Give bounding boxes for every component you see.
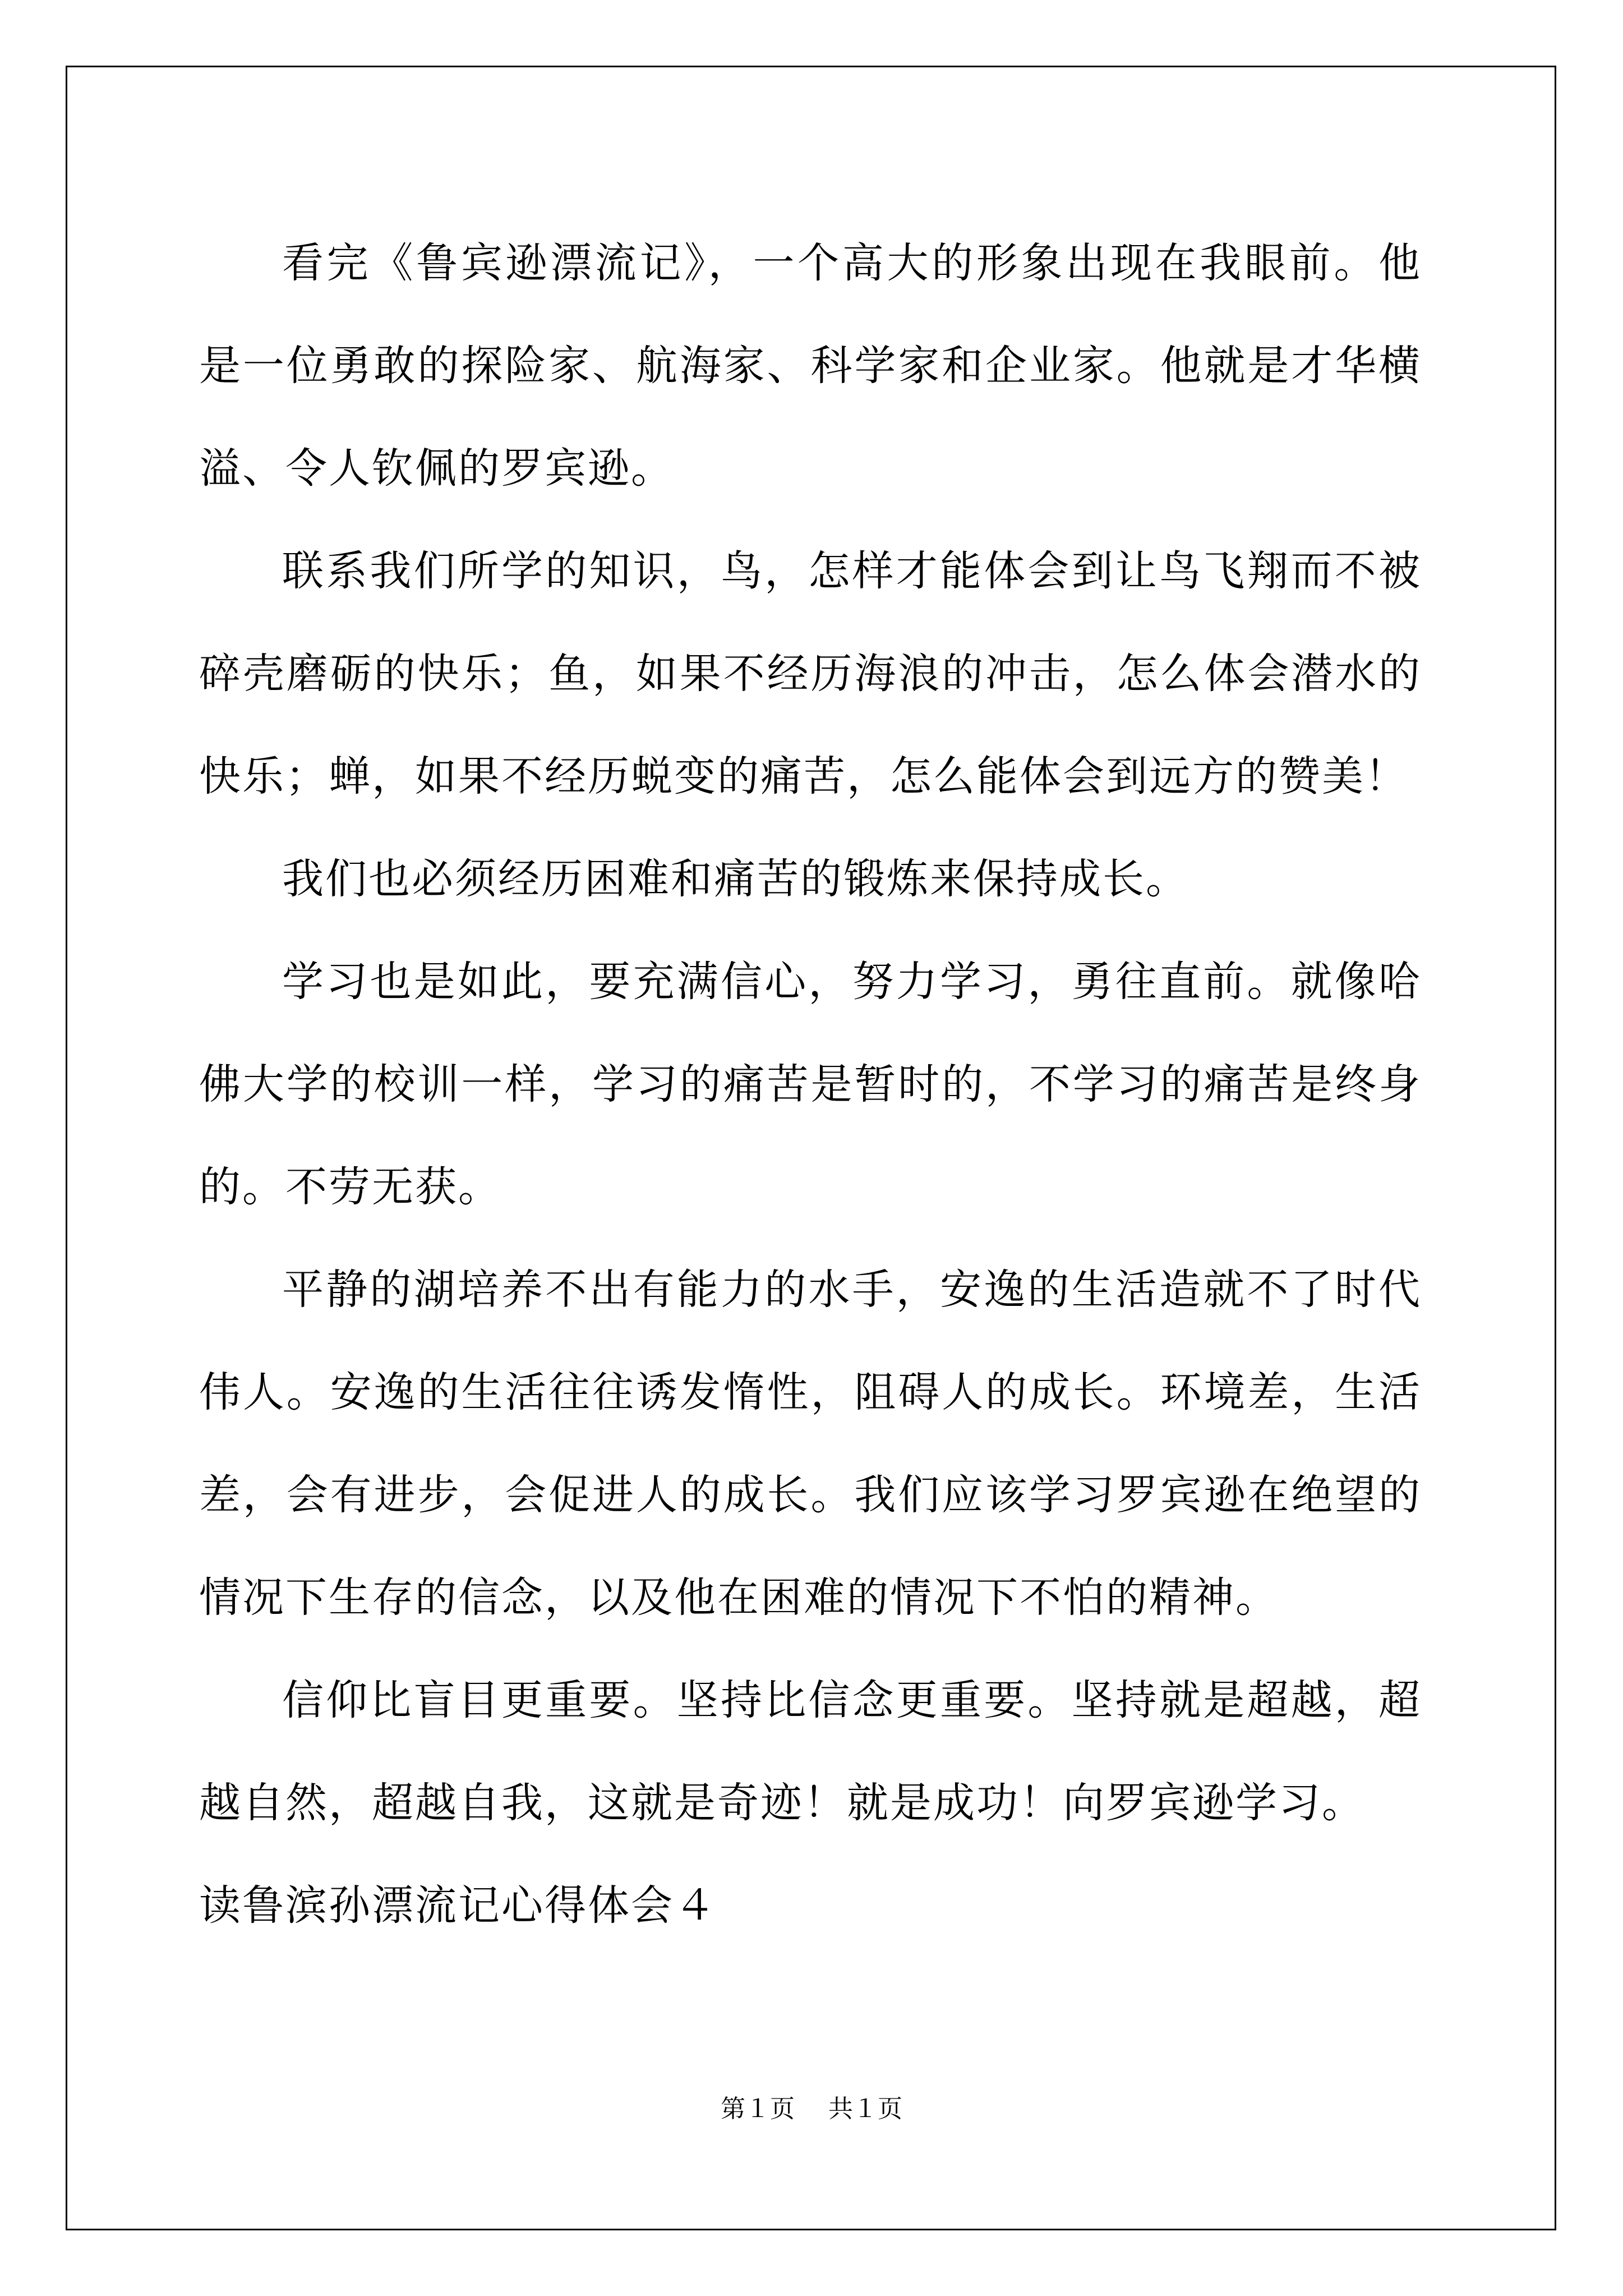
document-body xyxy=(199,212,1422,1957)
paragraph-1: 看完《鲁宾逊漂流记》，一个高大的形象出现在我眼前。他是一位勇敢的探险家、航海家、科学家和企业家。他就是才华横溢、令人钦佩的罗宾逊。 xyxy=(199,239,1422,493)
paragraph-4: 学习也是如此，要充满信心，努力学习，勇往直前。就像哈佛大学的校训一样，学习的痛苦是暂时的，不学习的痛苦是终身的。不劳无获。 xyxy=(199,958,1422,1211)
page-number: 第１页 xyxy=(721,2095,795,2123)
paragraph-3: 我们也必须经历困难和痛苦的锻炼来保持成长。 xyxy=(282,855,1189,903)
paragraph-6: 信仰比盲目更重要。坚持比信念更重要。坚持就是超越，超越自然，超越自我，这就是奇迹！就是成功！向罗宾逊学习。 xyxy=(199,1676,1422,1827)
page-total: 共１页 xyxy=(828,2095,902,2123)
section-title: 读鲁滨孙漂流记心得体会４ xyxy=(199,1881,717,1930)
page-footer xyxy=(0,2092,1623,2126)
paragraph-5: 平静的湖培养不出有能力的水手，安逸的生活造就不了时代伟人。安逸的生活往往诱发惰性，阻碍人的成长。环境差，生活差，会有进步，会促进人的成长。我们应该学习罗宾逊在绝望的情况下生存的信念，以及他在困难的情况下不怕的精神。 xyxy=(199,1266,1422,1622)
paragraph-2: 联系我们所学的知识，鸟，怎样才能体会到让鸟飞翔而不被碎壳磨砺的快乐；鱼，如果不经历海浪的冲击，怎么体会潜水的快乐；蝉，如果不经历蜕变的痛苦，怎么能体会到远方的赞美！ xyxy=(199,547,1422,800)
